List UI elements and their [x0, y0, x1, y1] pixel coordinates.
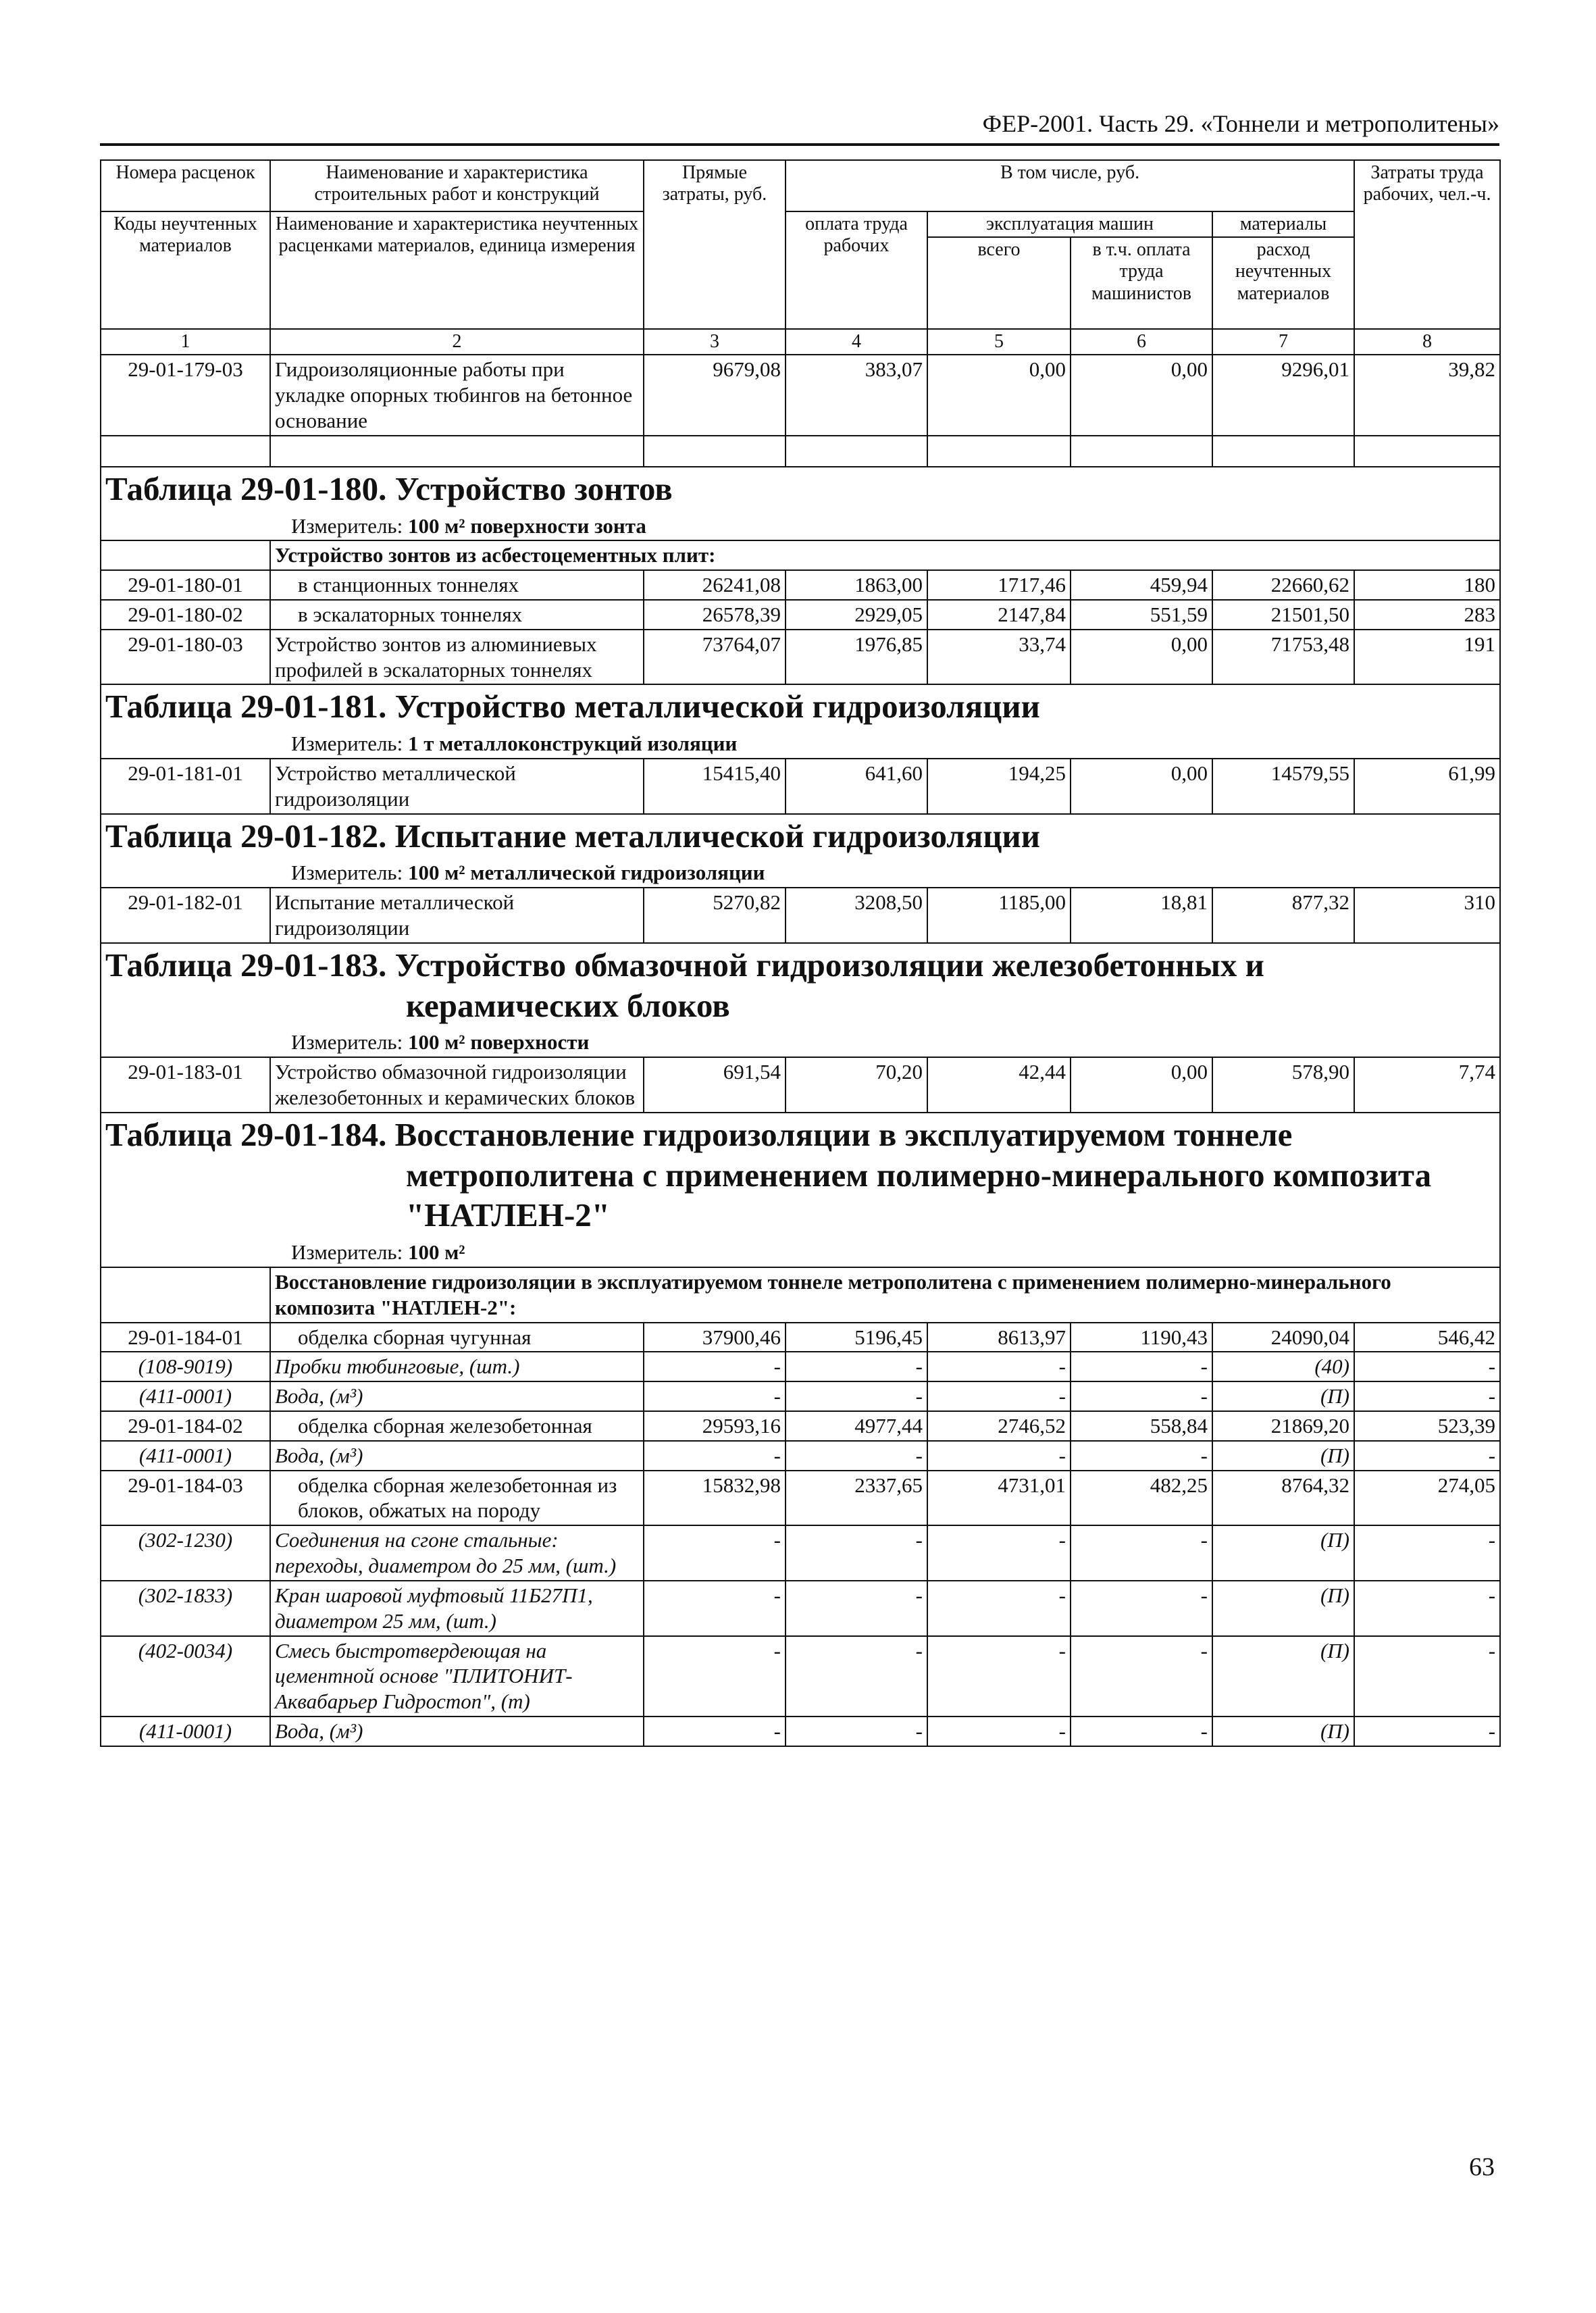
col-head-5: всего: [927, 237, 1071, 329]
cell-direct-cost: 29593,16: [644, 1411, 786, 1441]
cell-labor-hours: 274,05: [1354, 1471, 1500, 1526]
material-code: (411-0001): [101, 1441, 270, 1471]
table-row: [101, 630, 1500, 685]
cell-labor-pay: 1976,85: [786, 630, 927, 685]
cell-machines-total: 1717,46: [927, 570, 1071, 600]
material-code: (411-0001): [101, 1717, 270, 1746]
rate-name: Устройство обмазочной гидроизоляции железобетонных и керамических блоков: [270, 1057, 644, 1113]
material-name: Вода, (м³): [270, 1381, 644, 1411]
group-heading: Устройство зонтов из асбестоцементных плит:: [270, 540, 1500, 570]
cell-machines-total: 0,00: [927, 355, 1071, 435]
cell-direct-cost: 26241,08: [644, 570, 786, 600]
rate-name: обделка сборная железобетонная: [270, 1411, 644, 1441]
rate-name: Устройство зонтов из алюминиевых профилей в эскалаторных тоннелях: [270, 630, 644, 685]
cell-direct-cost: 9679,08: [644, 355, 786, 435]
cell-labor-hours: 180: [1354, 570, 1500, 600]
col-head-4: оплата труда рабочих: [786, 211, 927, 329]
cell-operators-pay: 558,84: [1071, 1411, 1212, 1441]
table-row: [101, 759, 1500, 814]
rate-name: обделка сборная железобетонная из блоков, обжатых на породу: [270, 1471, 644, 1526]
cell-operators-pay: 0,00: [1071, 759, 1212, 814]
col-num-4: 4: [786, 329, 927, 355]
cell-machines-total: 2147,84: [927, 600, 1071, 630]
cell-operators-pay: -: [1071, 1581, 1212, 1636]
cell-materials: (П): [1212, 1525, 1354, 1581]
cell-direct-cost: 15415,40: [644, 759, 786, 814]
cell-operators-pay: -: [1071, 1441, 1212, 1471]
col-num-1: 1: [101, 329, 270, 355]
cell-operators-pay: 0,00: [1071, 630, 1212, 685]
meter-line: Измеритель: 100 м² поверхности зонта: [291, 513, 646, 538]
cell-materials: 71753,48: [1212, 630, 1354, 685]
material-name: Вода, (м³): [270, 1441, 644, 1471]
cell-operators-pay: 551,59: [1071, 600, 1212, 630]
col-head-8: Затраты труда рабочих, чел.-ч.: [1354, 160, 1500, 329]
header-text: ФЕР-2001. Часть 29. «Тоннели и метрополитены»: [982, 110, 1499, 137]
cell-operators-pay: -: [1071, 1352, 1212, 1381]
cell-materials: (П): [1212, 1636, 1354, 1717]
table-title: Таблица 29-01-180. Устройство зонтов: [105, 469, 673, 507]
cell-machines-total: 2746,52: [927, 1411, 1071, 1441]
cell-direct-cost: 26578,39: [644, 600, 786, 630]
cell-machines-total: 1185,00: [927, 888, 1071, 943]
cell-operators-pay: 0,00: [1071, 355, 1212, 435]
rate-code: 29-01-184-01: [101, 1323, 270, 1352]
cell-labor-pay: -: [786, 1717, 927, 1746]
cell-materials: (П): [1212, 1441, 1354, 1471]
meter-line: Измеритель: 1 т металлоконструкций изоляции: [291, 732, 738, 756]
col-num-6: 6: [1071, 329, 1212, 355]
cell-materials: 578,90: [1212, 1057, 1354, 1113]
cell-labor-pay: -: [786, 1525, 927, 1581]
cell-labor-hours: 191: [1354, 630, 1500, 685]
cell-materials: 22660,62: [1212, 570, 1354, 600]
cell-machines-total: -: [927, 1381, 1071, 1411]
col-head-incl: В том числе, руб.: [786, 160, 1354, 211]
material-name: Смесь быстротвердеющая на цементной основе "ПЛИТОНИТ-Аквабарьер Гидростоп", (т): [270, 1636, 644, 1717]
cell-labor-pay: 4977,44: [786, 1411, 927, 1441]
col-num-5: 5: [927, 329, 1071, 355]
cell-direct-cost: -: [644, 1352, 786, 1381]
rate-code: 29-01-180-03: [101, 630, 270, 685]
cell-labor-hours: -: [1354, 1352, 1500, 1381]
cell-machines-total: 4731,01: [927, 1471, 1071, 1526]
col-num-3: 3: [644, 329, 786, 355]
cell-labor-hours: 39,82: [1354, 355, 1500, 435]
material-row: [101, 1381, 1500, 1411]
cell-direct-cost: 15832,98: [644, 1471, 786, 1526]
rate-code: 29-01-183-01: [101, 1057, 270, 1113]
cell-machines-total: -: [927, 1525, 1071, 1581]
rate-code: 29-01-184-02: [101, 1411, 270, 1441]
col-head-machines: эксплуатация машин: [927, 211, 1212, 237]
cell-materials: (П): [1212, 1581, 1354, 1636]
cell-labor-pay: 70,20: [786, 1057, 927, 1113]
cell-materials: 8764,32: [1212, 1471, 1354, 1526]
cell-labor-hours: 523,39: [1354, 1411, 1500, 1441]
col-head-7: расход неучтенных материалов: [1212, 237, 1354, 329]
cell-operators-pay: 482,25: [1071, 1471, 1212, 1526]
cell-operators-pay: 459,94: [1071, 570, 1212, 600]
cell-machines-total: 194,25: [927, 759, 1071, 814]
cell-labor-pay: -: [786, 1636, 927, 1717]
cell-operators-pay: 18,81: [1071, 888, 1212, 943]
table-row: [101, 1323, 1500, 1352]
material-code: (108-9019): [101, 1352, 270, 1381]
rate-code: 29-01-184-03: [101, 1471, 270, 1526]
meter-line: Измеритель: 100 м²: [291, 1240, 465, 1265]
cell-labor-hours: 546,42: [1354, 1323, 1500, 1352]
table-row: [101, 355, 1500, 435]
cell-operators-pay: 1190,43: [1071, 1323, 1212, 1352]
cell-labor-pay: 641,60: [786, 759, 927, 814]
cell-direct-cost: 37900,46: [644, 1323, 786, 1352]
cell-machines-total: -: [927, 1441, 1071, 1471]
section-heading: [101, 467, 1500, 541]
material-name: Вода, (м³): [270, 1717, 644, 1746]
col-num-2: 2: [270, 329, 644, 355]
cell-labor-hours: -: [1354, 1441, 1500, 1471]
cell-materials: 24090,04: [1212, 1323, 1354, 1352]
meter-line: Измеритель: 100 м² металлической гидроизоляции: [291, 861, 765, 885]
cell-operators-pay: -: [1071, 1636, 1212, 1717]
section-heading: [101, 1113, 1500, 1267]
rate-code: 29-01-180-01: [101, 570, 270, 600]
cell-materials: 14579,55: [1212, 759, 1354, 814]
cell-machines-total: -: [927, 1636, 1071, 1717]
cell-labor-pay: 2929,05: [786, 600, 927, 630]
cell-direct-cost: -: [644, 1441, 786, 1471]
section-heading: [101, 814, 1500, 888]
rate-name: обделка сборная чугунная: [270, 1323, 644, 1352]
cell-machines-total: 42,44: [927, 1057, 1071, 1113]
rate-name: Испытание металлической гидроизоляции: [270, 888, 644, 943]
rate-name: в станционных тоннелях: [270, 570, 644, 600]
cell-materials: 21501,50: [1212, 600, 1354, 630]
cell-machines-total: 33,74: [927, 630, 1071, 685]
cell-labor-pay: -: [786, 1381, 927, 1411]
material-row: [101, 1636, 1500, 1717]
col-head-3: Прямые затраты, руб.: [644, 160, 786, 329]
cell-materials: 21869,20: [1212, 1411, 1354, 1441]
material-name: Соединения на сгоне стальные: переходы, диаметром до 25 мм, (шт.): [270, 1525, 644, 1581]
material-code: (302-1230): [101, 1525, 270, 1581]
table-row: [101, 600, 1500, 630]
col-head-2-top: Наименование и характеристика строительных работ и конструкций: [270, 160, 644, 211]
table-title: Таблица 29-01-182. Испытание металлической гидроизоляции: [105, 817, 1041, 855]
cell-labor-pay: -: [786, 1441, 927, 1471]
material-row: [101, 1581, 1500, 1636]
cell-machines-total: -: [927, 1581, 1071, 1636]
cell-labor-hours: -: [1354, 1717, 1500, 1746]
cell-labor-hours: -: [1354, 1636, 1500, 1717]
table-title: Таблица 29-01-184. Восстановление гидроизоляции в эксплуатируемом тоннеле метрополитена с применением полимерно-минерального композита "НАТЛЕН-2": [105, 1115, 1432, 1234]
table-title: Таблица 29-01-181. Устройство металлической гидроизоляции: [105, 688, 1040, 726]
cell-materials: 877,32: [1212, 888, 1354, 943]
cell-operators-pay: -: [1071, 1525, 1212, 1581]
cell-labor-hours: 310: [1354, 888, 1500, 943]
section-heading: [101, 684, 1500, 759]
cell-materials: (П): [1212, 1381, 1354, 1411]
cell-labor-pay: 5196,45: [786, 1323, 927, 1352]
cell-direct-cost: -: [644, 1717, 786, 1746]
page: [100, 101, 1499, 1747]
section-heading: [101, 943, 1500, 1057]
cell-machines-total: -: [927, 1352, 1071, 1381]
cell-labor-pay: -: [786, 1581, 927, 1636]
cell-direct-cost: -: [644, 1381, 786, 1411]
cell-labor-pay: 2337,65: [786, 1471, 927, 1526]
rate-name: Гидроизоляционные работы при укладке опорных тюбингов на бетонное основание: [270, 355, 644, 435]
cell-direct-cost: 691,54: [644, 1057, 786, 1113]
material-code: (411-0001): [101, 1381, 270, 1411]
cell-direct-cost: 73764,07: [644, 630, 786, 685]
col-head-materials: материалы: [1212, 211, 1354, 237]
rate-code: 29-01-181-01: [101, 759, 270, 814]
cell-labor-hours: -: [1354, 1381, 1500, 1411]
table-row: [101, 1471, 1500, 1526]
group-heading: Восстановление гидроизоляции в эксплуатируемом тоннеле метрополитена с применением полимерно-минерального композита "НАТЛЕН-2":: [270, 1267, 1500, 1323]
material-code: (402-0034): [101, 1636, 270, 1717]
material-name: Кран шаровой муфтовый 11Б27П1, диаметром 25 мм, (шт.): [270, 1581, 644, 1636]
cell-materials: (П): [1212, 1717, 1354, 1746]
cell-labor-pay: 383,07: [786, 355, 927, 435]
cell-operators-pay: 0,00: [1071, 1057, 1212, 1113]
cell-labor-pay: 1863,00: [786, 570, 927, 600]
col-num-8: 8: [1354, 329, 1500, 355]
cell-materials: (40): [1212, 1352, 1354, 1381]
cell-operators-pay: -: [1071, 1717, 1212, 1746]
cell-labor-hours: -: [1354, 1581, 1500, 1636]
rates-table: [100, 159, 1501, 1747]
table-title: Таблица 29-01-183. Устройство обмазочной гидроизоляции железобетонных и керамических блоков: [105, 946, 1264, 1024]
table-row: [101, 570, 1500, 600]
cell-labor-hours: 283: [1354, 600, 1500, 630]
material-row: [101, 1525, 1500, 1581]
cell-machines-total: 8613,97: [927, 1323, 1071, 1352]
table-row: [101, 1411, 1500, 1441]
table-row: [101, 888, 1500, 943]
col-head-1-top: Номера расценок: [101, 160, 270, 211]
material-code: (302-1833): [101, 1581, 270, 1636]
material-row: [101, 1441, 1500, 1471]
rate-code: 29-01-179-03: [101, 355, 270, 435]
cell-direct-cost: -: [644, 1581, 786, 1636]
page-number: 63: [1469, 2153, 1495, 2181]
cell-labor-hours: 7,74: [1354, 1057, 1500, 1113]
material-name: Пробки тюбинговые, (шт.): [270, 1352, 644, 1381]
cell-operators-pay: -: [1071, 1381, 1212, 1411]
cell-direct-cost: 5270,82: [644, 888, 786, 943]
rate-name: в эскалаторных тоннелях: [270, 600, 644, 630]
meter-line: Измеритель: 100 м² поверхности: [291, 1030, 590, 1054]
cell-direct-cost: -: [644, 1636, 786, 1717]
cell-machines-total: -: [927, 1717, 1071, 1746]
cell-labor-pay: -: [786, 1352, 927, 1381]
col-head-6: в т.ч. оплата труда машинистов: [1071, 237, 1212, 329]
cell-labor-hours: 61,99: [1354, 759, 1500, 814]
col-head-1-bottom: Коды неучтенных материалов: [101, 211, 270, 329]
rate-name: Устройство металлической гидроизоляции: [270, 759, 644, 814]
cell-direct-cost: -: [644, 1525, 786, 1581]
table-row: [101, 1057, 1500, 1113]
col-num-7: 7: [1212, 329, 1354, 355]
col-head-2-bottom: Наименование и характеристика неучтенных расценками материалов, единица измерения: [270, 211, 644, 329]
rate-code: 29-01-180-02: [101, 600, 270, 630]
running-header: [100, 101, 1499, 146]
material-row: [101, 1717, 1500, 1746]
material-row: [101, 1352, 1500, 1381]
cell-labor-hours: -: [1354, 1525, 1500, 1581]
rate-code: 29-01-182-01: [101, 888, 270, 943]
cell-labor-pay: 3208,50: [786, 888, 927, 943]
cell-materials: 9296,01: [1212, 355, 1354, 435]
